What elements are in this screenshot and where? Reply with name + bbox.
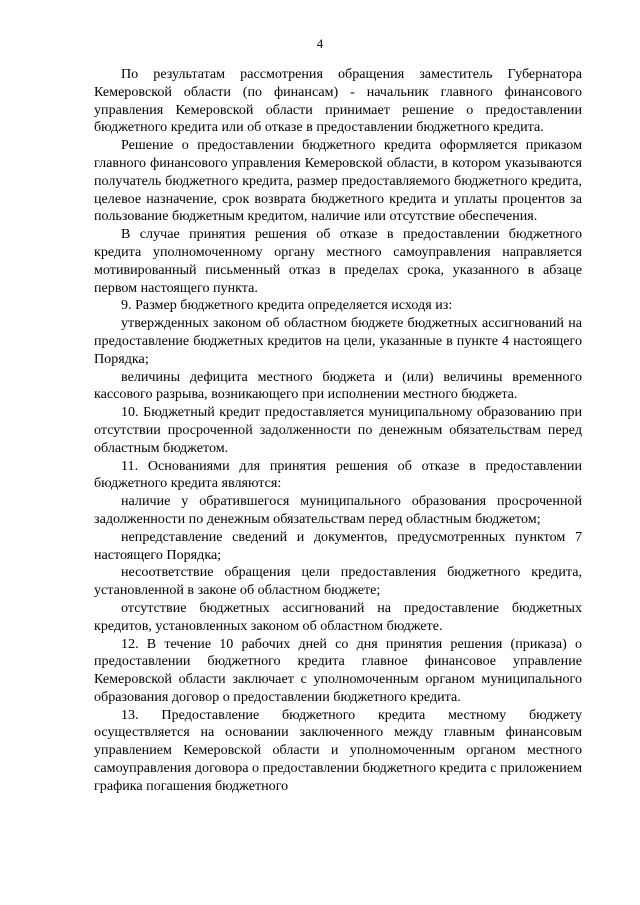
paragraph: несоответствие обращения цели предоставления бюджетного кредита, установленной в законе об областном бюджете; [94,564,582,599]
paragraph: 10. Бюджетный кредит предоставляется муниципальному образованию при отсутствии просроченной задолженности по денежным обязательствам перед областным бюджетом. [94,404,582,456]
page-number: 4 [316,36,324,51]
paragraph: Решение о предоставлении бюджетного кредита оформляется приказом главного финансового управления Кемеровской области, в котором указываются получатель бюджетного кредита, размер предоставляемого бюджетного кредита, целевое назначение, срок возврата бюджетного кредита и уплаты процентов за пользование бюджетным кредитом, наличие или отсутствие обеспечения. [94,137,582,225]
paragraph: 12. В течение 10 рабочих дней со дня принятия решения (приказа) о предоставлении бюджетного кредита главное финансовое управление Кемеровской области заключает с уполномоченным органом муниципального образования договор о предоставлении бюджетного кредита. [94,635,582,705]
document-body [94,66,582,796]
paragraph: утвержденных законом об областном бюджете бюджетных ассигнований на предоставление бюджетных кредитов на цели, указанные в пункте 4 настоящего Порядка; [94,315,582,367]
paragraph: отсутствие бюджетных ассигнований на предоставление бюджетных кредитов, установленных законом об областном бюджете. [94,599,582,634]
paragraph: 13. Предоставление бюджетного кредита местному бюджету осуществляется на основании заключенного между главным финансовым управлением Кемеровской области и уполномоченным органом местного самоуправления договора о предоставлении бюджетного кредита с приложением графика погашения бюджетного [94,706,582,794]
paragraph: непредставление сведений и документов, предусмотренных пунктом 7 настоящего Порядка; [94,528,582,563]
paragraph: наличие у обратившегося муниципального образования просроченной задолженности по денежным обязательствам перед областным бюджетом; [94,493,582,527]
paragraph: 9. Размер бюджетного кредита определяется исходя из: [121,297,453,314]
paragraph: По результатам рассмотрения обращения заместитель Губернатора Кемеровской области (по финансам) - начальник главного финансового управления Кемеровской области принимает решение о предоставлении бюджетного кредита или об отказе в предоставлении бюджетного кредита. [94,66,582,136]
paragraph: В случае принятия решения об отказе в предоставлении бюджетного кредита уполномоченному органу местного самоуправления направляется мотивированный письменный отказ в пределах срока, указанного в абзаце первом настоящего пункта. [94,226,582,296]
paragraph: 11. Основаниями для принятия решения об отказе в предоставлении бюджетного кредита являются: [94,457,582,492]
paragraph: величины дефицита местного бюджета и (или) величины временного кассового разрыва, возникающего при исполнении местного бюджета. [94,368,582,403]
